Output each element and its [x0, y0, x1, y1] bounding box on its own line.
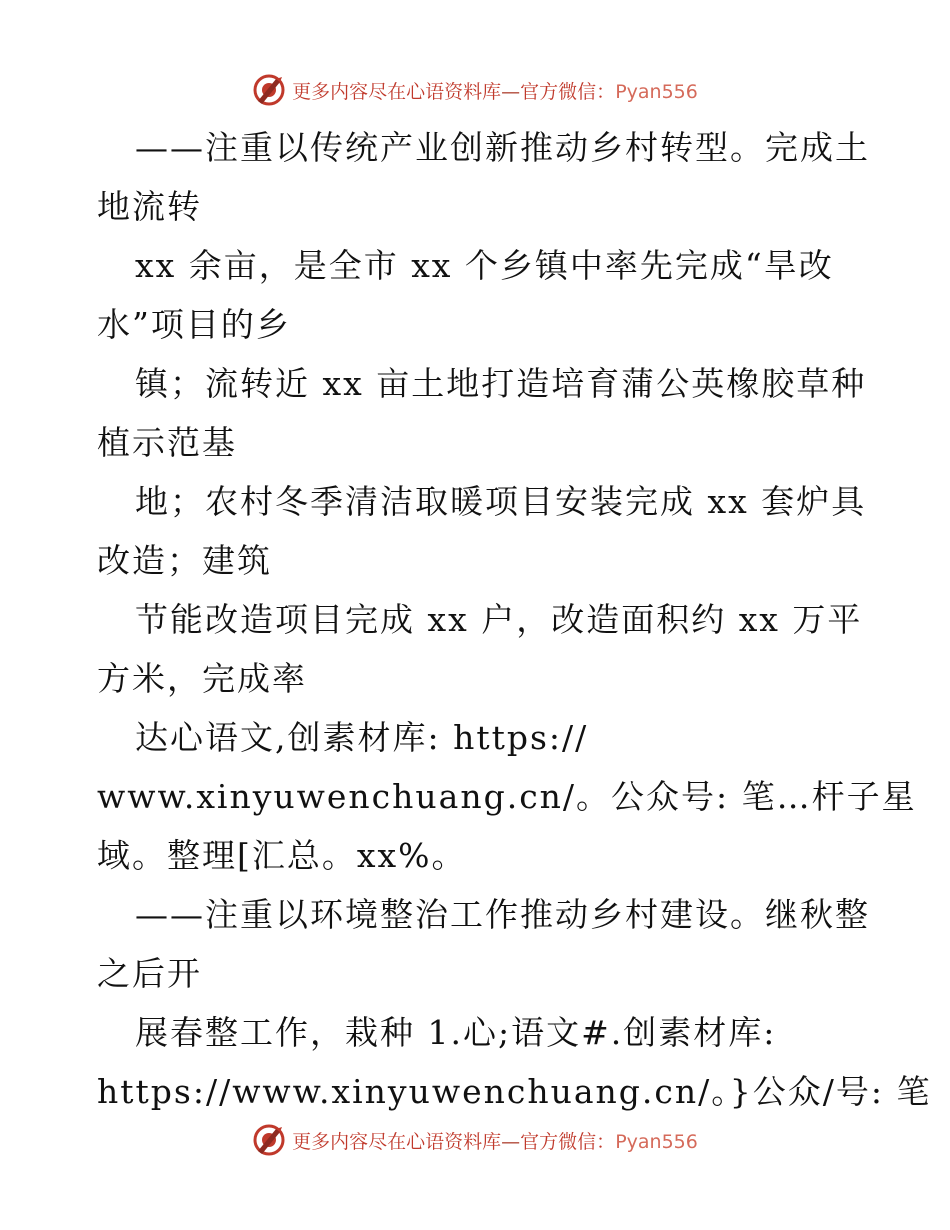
text-line: 方米，完成率 — [97, 659, 307, 698]
text-line: 之后开 — [97, 954, 202, 993]
text-line: www.xinyuwenchuang.cn/。公众号: 笔…杆子星 — [97, 777, 917, 816]
text-line: 地流转 — [97, 187, 202, 226]
text-line: 达心语文,创素材库: https:// — [135, 718, 589, 757]
document-body — [97, 118, 932, 1121]
footer-banner-text — [292, 1127, 698, 1154]
text-line: xx 余亩，是全市 xx 个乡镇中率先完成“旱改 — [135, 246, 834, 285]
text-line: 节能改造项目完成 xx 户，改造面积约 xx 万平 — [135, 600, 863, 639]
footer-banner — [0, 1120, 950, 1160]
header-wechat-label: 官方微信： — [520, 80, 616, 103]
text-line: 地；农村冬季清洁取暖项目安装完成 xx 套炉具 — [135, 482, 867, 521]
text-line: https://www.xinyuwenchuang.cn/。}公众/号: 笔 — [97, 1072, 932, 1111]
text-line: 展春整工作，栽种 1.心;语文#.创素材库: — [135, 1013, 777, 1052]
header-banner-text — [292, 77, 698, 104]
header-banner-sep: — — [501, 80, 521, 103]
pen-logo-icon — [252, 73, 286, 107]
footer-banner-sep: — — [501, 1130, 521, 1153]
text-line: 域。整理[汇总。xx%。 — [97, 836, 467, 875]
footer-wechat-label: 官方微信： — [520, 1130, 616, 1153]
header-wechat-id: Pyan556 — [615, 80, 698, 103]
footer-wechat-id: Pyan556 — [615, 1130, 698, 1153]
text-line: 改造；建筑 — [97, 541, 272, 580]
text-line: ——注重以传统产业创新推动乡村转型。完成土 — [135, 128, 870, 167]
header-banner-main: 更多内容尽在心语资料库 — [292, 80, 502, 103]
text-line: 镇；流转近 xx 亩土地打造培育蒲公英橡胶草种 — [135, 364, 867, 403]
text-line: 水”项目的乡 — [97, 305, 291, 344]
text-line: 植示范基 — [97, 423, 237, 462]
footer-banner-main: 更多内容尽在心语资料库 — [292, 1130, 502, 1153]
pen-logo-icon — [252, 1123, 286, 1157]
text-line: ——注重以环境整治工作推动乡村建设。继秋整 — [135, 895, 870, 934]
header-banner — [0, 70, 950, 110]
